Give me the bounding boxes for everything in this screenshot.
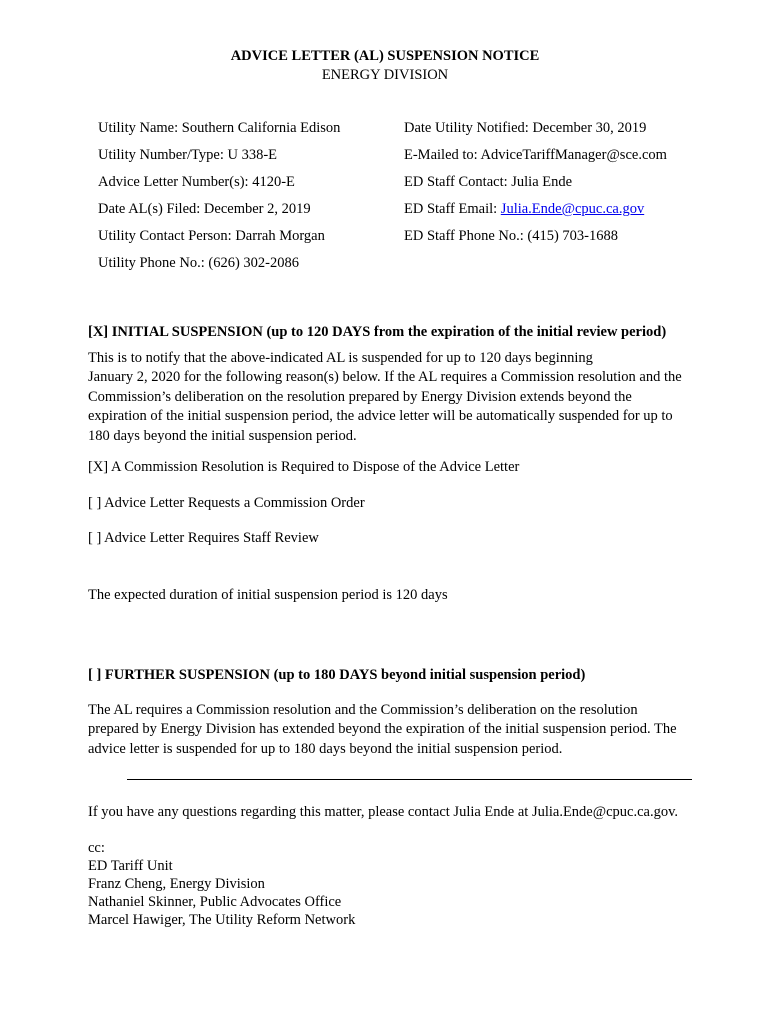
utility-number-type: Utility Number/Type: U 338-E <box>98 147 277 163</box>
body-line: The AL requires a Commission resolution and the Commission’s deliberation on the resolution <box>88 702 638 718</box>
body-line: This is to notify that the above-indicated AL is suspended for up to 120 days beginning <box>88 350 593 366</box>
document-subtitle: ENERGY DIVISION <box>321 67 449 83</box>
emailed-to: E-Mailed to: AdviceTariffManager@sce.com <box>404 147 667 163</box>
further-suspension-body <box>88 701 728 759</box>
horizontal-divider <box>127 779 692 780</box>
expected-duration: The expected duration of initial suspension period is 120 days <box>88 587 448 603</box>
further-suspension-heading: [ ] FURTHER SUSPENSION (up to 180 DAYS beyond initial suspension period) <box>88 667 586 683</box>
initial-suspension-body <box>88 349 728 446</box>
body-line: advice letter is suspended for up to 180 days beyond the initial suspension period. <box>88 740 563 757</box>
ed-staff-email-link[interactable]: Julia.Ende@cpuc.ca.gov <box>500 201 645 217</box>
initial-suspension-heading: [X] INITIAL SUSPENSION (up to 120 DAYS from the expiration of the initial review period) <box>88 324 667 340</box>
ed-staff-email-label: ED Staff Email: <box>404 201 501 217</box>
contact-note: If you have any questions regarding this matter, please contact Julia Ende at Julia.Ende@cpuc.ca.gov. <box>88 804 679 820</box>
cc-label: cc: <box>88 840 105 856</box>
utility-contact-person: Utility Contact Person: Darrah Morgan <box>98 228 325 244</box>
utility-phone: Utility Phone No.: (626) 302-2086 <box>98 255 299 271</box>
option-commission-order: [ ] Advice Letter Requests a Commission Order <box>88 495 365 511</box>
advice-letter-number: Advice Letter Number(s): 4120-E <box>98 174 295 190</box>
body-line: Commission’s deliberation on the resolution prepared by Energy Division extends beyond the <box>88 388 632 405</box>
cc-recipient: ED Tariff Unit <box>88 858 173 874</box>
body-line: January 2, 2020 for the following reason(s) below. If the AL requires a Commission resolution and the <box>88 369 682 386</box>
utility-name: Utility Name: Southern California Edison <box>98 120 341 136</box>
cc-recipient: Nathaniel Skinner, Public Advocates Office <box>88 894 342 910</box>
cc-recipient: Franz Cheng, Energy Division <box>88 876 265 892</box>
document-title: ADVICE LETTER (AL) SUSPENSION NOTICE <box>230 48 540 64</box>
date-filed: Date AL(s) Filed: December 2, 2019 <box>98 201 311 217</box>
body-line: expiration of the initial suspension period, the advice letter will be automatically suspended for up to <box>88 408 673 425</box>
date-utility-notified: Date Utility Notified: December 30, 2019 <box>404 120 647 136</box>
ed-staff-email <box>404 200 644 218</box>
body-line: 180 days beyond the initial suspension period. <box>88 427 357 444</box>
option-resolution-required: [X] A Commission Resolution is Required to Dispose of the Advice Letter <box>88 459 520 475</box>
cc-recipient: Marcel Hawiger, The Utility Reform Network <box>88 912 356 928</box>
option-staff-review: [ ] Advice Letter Requires Staff Review <box>88 530 319 546</box>
ed-staff-contact: ED Staff Contact: Julia Ende <box>404 174 573 190</box>
ed-staff-phone: ED Staff Phone No.: (415) 703-1688 <box>404 228 618 244</box>
body-line: prepared by Energy Division has extended beyond the expiration of the initial suspension period. The <box>88 721 677 738</box>
